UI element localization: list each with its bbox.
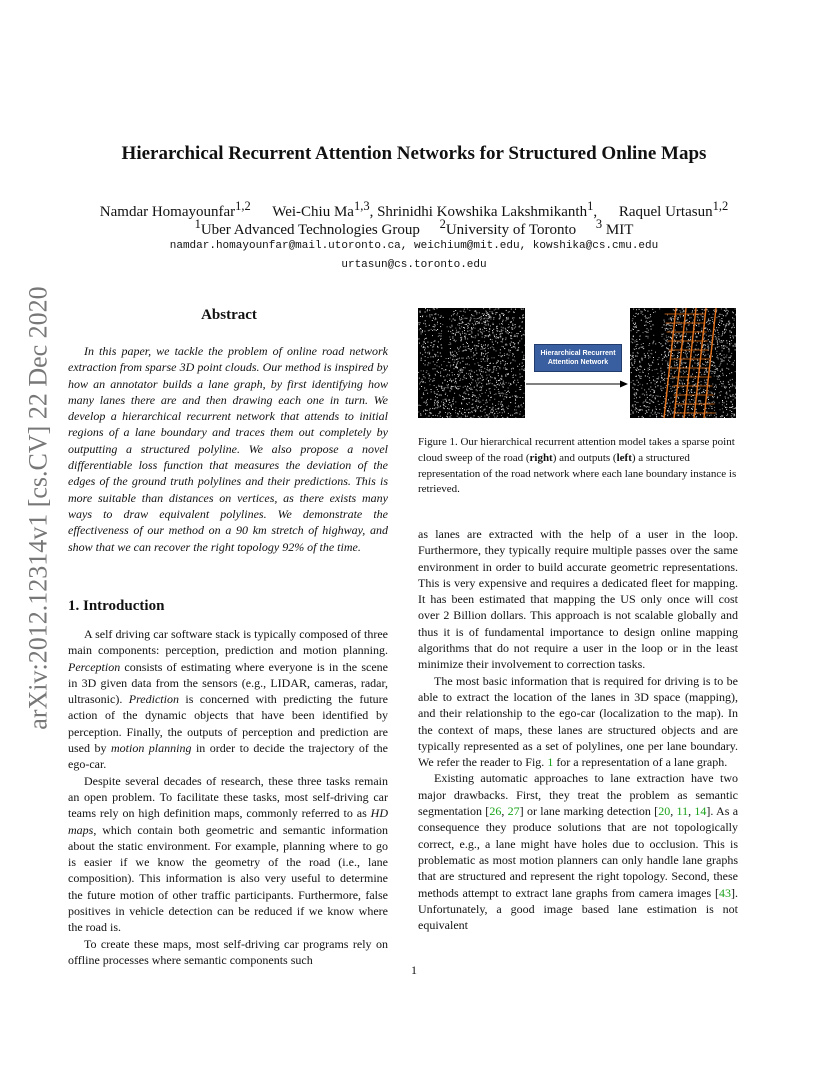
lane-output-image xyxy=(630,308,736,418)
paragraph: A self driving car software stack is typically composed of three main components: perception, prediction and motion planning. Perception consists of estimating where everyone is in the scene in 3D given data from the sensors (e.g., LIDAR, cameras, radar, ultrasonic). Prediction is concerned with predicting the future action of the dynamic objects that have been identified by perception. Finally, the outputs of perception and prediction are used by motion planning in order to decide the trajectory of the ego-car. xyxy=(68,627,388,772)
figure-ref-link[interactable]: 1 xyxy=(547,755,554,770)
paragraph: Despite several decades of research, these three tasks remain an open problem. To facilitate these tasks, most self-driving car teams rely on high definition maps, commonly referred to as HD maps, which contain both geometric and semantic information about the static environment. For example, planning where to go is easier if we know the geometry of the road (i.e., lane composition). This information is also very useful to determine the future motion of other traffic participants. Furthermore, false positives in vehicle detection can be reduced if we know where the road is. xyxy=(68,773,388,935)
author-name: Shrinidhi Kowshika Lakshmikanth xyxy=(377,204,588,220)
email-line: urtasun@cs.toronto.edu xyxy=(341,259,487,271)
author-emails xyxy=(0,237,828,275)
citation-link[interactable]: 11 xyxy=(676,804,689,819)
network-box: Hierarchical Recurrent Attention Network xyxy=(534,344,622,372)
left-column-body xyxy=(68,626,388,968)
figure-1 xyxy=(418,308,738,420)
paragraph: The most basic information that is required for driving is to be able to extract the location of the lanes in 3D space (mapping), and their relationship to the ego-car (localization to the map). In the context of maps, these lanes are structured objects and are typically represented as a set of polylines, one per lane boundary. We refer the reader to Fig. 1 for a representation of a lane graph. xyxy=(418,673,738,770)
affiliation: University of Toronto xyxy=(445,222,577,238)
arxiv-identifier xyxy=(22,258,56,758)
abstract-text: In this paper, we tackle the problem of online road network extraction from sparse 3D point clouds. Our method is inspired by how an annotator builds a lane graph, by first identifying how many lanes there are and then drawing each one in turn. We develop a hierarchical recurrent network that attends to initial regions of a lane boundary and traces them out completely by outputting a structured polyline. We also propose a novel differentiable loss function that measures the deviation of the edges of the ground truth polylines and their predictions. This is more suitable than distances on vertices, as there exists many ways to draw equivalent polylines. We demonstrate the effectiveness of our method on a 90 km stretch of highway, and show that we can recover the right topology 92% of the time. xyxy=(68,344,388,554)
affil-sup: 3 xyxy=(595,217,603,231)
citation-link[interactable]: 20 xyxy=(658,804,671,819)
author-name: Wei-Chiu Ma xyxy=(272,204,354,220)
paper-title: Hierarchical Recurrent Attention Networks for Structured Online Maps xyxy=(121,143,707,164)
page-number: 1 xyxy=(411,963,417,977)
author-sup: 1,2 xyxy=(235,199,251,213)
author-sup: 1,2 xyxy=(712,199,729,213)
affil-sup: 2 xyxy=(439,217,446,231)
affiliation: Uber Advanced Technologies Group xyxy=(200,222,420,238)
author-name: Namdar Homayounfar xyxy=(99,204,236,220)
figure-caption: Figure 1. Our hierarchical recurrent attention model takes a sparse point cloud sweep of the road (right) and outputs (left) a structured representation of the road network where each lane boundary instance is retrieved. xyxy=(418,436,737,496)
email-line: namdar.homayounfar@mail.utoronto.ca, weichium@mit.edu, kowshika@cs.cmu.edu xyxy=(169,240,659,252)
right-column-body xyxy=(418,526,738,933)
paragraph: To create these maps, most self-driving car programs rely on offline processes where semantic components such xyxy=(68,936,388,967)
paragraph: as lanes are extracted with the help of a user in the loop. Furthermore, they typically require multiple passes over the same environment in order to build accurate geometric representations. This is very expensive and requires a dedicated fleet for mapping. It has been estimated that mapping the US only once will cost over 2 Billion dollars. This approach is not scalable globally and thus it is of fundamental importance to design online mapping algorithms that do not require a user in the loop or in the least minimize their involvement to correction tasks. xyxy=(418,527,738,672)
abstract-heading: Abstract xyxy=(201,307,257,323)
affil-sup: 1 xyxy=(194,217,201,231)
arxiv-identifier-text: arXiv:2012.12314v1 [cs.CV] 22 Dec 2020 xyxy=(24,286,53,730)
author-name: Raquel Urtasun xyxy=(618,204,713,220)
author-sup: 1 xyxy=(587,199,594,213)
paragraph: Existing automatic approaches to lane extraction have two major drawbacks. First, they treat the problem as semantic segmentation [26, 27] or lane marking detection [20, 11, 14]. As a consequence they produce solutions that are not topologically correct, e.g., a lane might have holes due to occlusion. This is problematic as most motion planners can only handle lane graphs that are structured and represent the right topology. Second, these methods attempt to extract lane graphs from camera images [43]. Unfortunately, a good image based lane estimation is not equivalent xyxy=(418,771,739,933)
author-list: Namdar Homayounfar$^{1,2}$ Wei-Chiu Ma$^{1,3}$, Shrinidhi Kowshika Lakshmikanth$^1$, Raquel Urtasun$^{1,2}$ xyxy=(99,199,729,220)
citation-link[interactable]: 43 xyxy=(719,885,731,900)
citation-link[interactable]: 26 xyxy=(489,804,502,819)
citation-link[interactable]: 14 xyxy=(694,804,707,819)
affiliation: MIT xyxy=(605,222,634,238)
section-heading: 1. Introduction xyxy=(68,598,165,614)
author-sup: 1,3 xyxy=(353,199,370,213)
citation-link[interactable]: 27 xyxy=(507,804,520,819)
